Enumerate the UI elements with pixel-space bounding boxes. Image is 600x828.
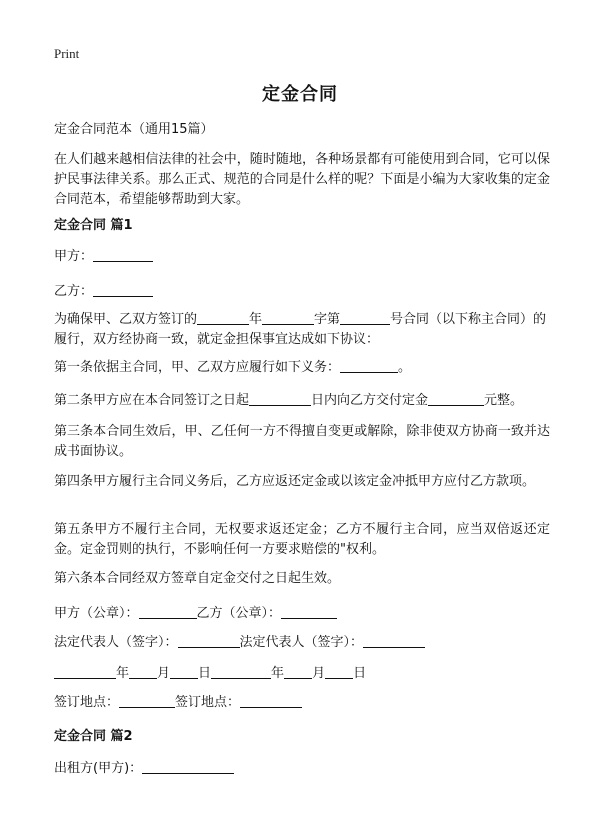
date-b-day: 日 bbox=[353, 666, 367, 681]
date-a-day-blank[interactable] bbox=[170, 664, 198, 679]
deposit-amount-blank[interactable] bbox=[428, 391, 484, 406]
date-b-month-blank[interactable] bbox=[284, 664, 312, 679]
rep-a-blank[interactable] bbox=[178, 633, 240, 648]
date-b-year: 年 bbox=[271, 666, 285, 681]
lessor-label: 出租方(甲方)： bbox=[54, 761, 143, 776]
date-a-year: 年 bbox=[116, 666, 130, 681]
place-b-label: 签订地点： bbox=[175, 695, 241, 710]
contract-date-blank[interactable] bbox=[197, 310, 249, 325]
obligation-blank[interactable] bbox=[340, 358, 398, 373]
place-a-blank[interactable] bbox=[119, 693, 175, 708]
print-link[interactable]: Print bbox=[54, 46, 80, 61]
paragraph-purpose bbox=[54, 310, 550, 350]
place-b-blank[interactable] bbox=[240, 693, 302, 708]
section2-heading: 定金合同 篇2 bbox=[54, 729, 133, 744]
place-a-label: 签订地点： bbox=[54, 695, 120, 710]
purpose-text-a: 为确保甲、乙双方签订的 bbox=[54, 312, 198, 327]
article-6: 第六条本合同经双方签章自定金交付之日起生效。 bbox=[54, 571, 341, 586]
date-b-month: 月 bbox=[312, 666, 326, 681]
article-1-text: 第一条依据主合同，甲、乙双方应履行如下义务： bbox=[54, 360, 341, 375]
contract-year-blank[interactable] bbox=[262, 310, 314, 325]
section1-heading: 定金合同 篇1 bbox=[54, 218, 133, 233]
article-5: 第五条甲方不履行主合同，无权要求返还定金；乙方不履行主合同，应当双倍返还定金。定金罚则的执行，不影响任何一方要求赔偿的"权利。 bbox=[54, 522, 550, 557]
date-line bbox=[54, 664, 550, 684]
date-a-month-blank[interactable] bbox=[129, 664, 157, 679]
party-b-line bbox=[54, 282, 550, 302]
rep-b-blank[interactable] bbox=[363, 633, 425, 648]
party-b-label: 乙方： bbox=[54, 284, 94, 299]
article-1-end: 。 bbox=[398, 360, 412, 375]
party-b-blank[interactable] bbox=[93, 282, 153, 297]
party-a-label: 甲方： bbox=[54, 249, 94, 264]
seal-a-label: 甲方（公章）： bbox=[54, 606, 139, 621]
seal-b-label: 乙方（公章）： bbox=[196, 606, 282, 621]
days-blank[interactable] bbox=[249, 391, 311, 406]
article-2-text-c: 元整。 bbox=[484, 393, 524, 408]
article-2 bbox=[54, 391, 550, 411]
seal-a-blank[interactable] bbox=[139, 604, 197, 619]
representative-line bbox=[54, 633, 550, 653]
purpose-text-d: 号合同（以下称主合同）的履行，双方经协商一致，就定金担保事宜达成如下协议： bbox=[54, 312, 547, 347]
purpose-text-b: 年 bbox=[249, 312, 263, 327]
article-2-text-a: 第二条甲方应在本合同签订之日起 bbox=[54, 393, 250, 408]
party-a-line bbox=[54, 247, 550, 267]
lessor-line bbox=[54, 759, 550, 779]
place-line bbox=[54, 693, 550, 713]
seal-line bbox=[54, 604, 550, 624]
article-1 bbox=[54, 358, 550, 378]
party-a-blank[interactable] bbox=[93, 247, 153, 262]
article-3: 第三条本合同生效后，甲、乙任何一方不得擅自变更或解除，除非使双方协商一致并达成书面协议。 bbox=[54, 424, 550, 459]
contract-number-blank[interactable] bbox=[340, 310, 390, 325]
date-a-year-blank[interactable] bbox=[54, 664, 116, 679]
document-title: 定金合同 bbox=[262, 84, 338, 105]
rep-a-label: 法定代表人（签字）： bbox=[54, 635, 178, 650]
rep-b-label: 法定代表人（签字）： bbox=[239, 635, 364, 650]
seal-b-blank[interactable] bbox=[281, 604, 337, 619]
date-b-year-blank[interactable] bbox=[211, 664, 271, 679]
purpose-text-c: 字第 bbox=[314, 312, 341, 327]
article-4: 第四条甲方履行主合同义务后，乙方应返还定金或以该定金冲抵甲方应付乙方款项。 bbox=[54, 474, 536, 489]
date-a-month: 月 bbox=[157, 666, 171, 681]
document-subtitle: 定金合同范本（通用15篇） bbox=[54, 122, 214, 137]
article-2-text-b: 日内向乙方交付定金 bbox=[311, 393, 429, 408]
intro-paragraph: 在人们越来越相信法律的社会中，随时随地，各种场景都有可能使用到合同，它可以保护民事法律关系。那么正式、规范的合同是什么样的呢？下面是小编为大家收集的定金合同范本，希望能够帮助到大家。 bbox=[54, 152, 550, 207]
lessor-blank[interactable] bbox=[142, 759, 234, 774]
date-b-day-blank[interactable] bbox=[325, 664, 353, 679]
date-a-day: 日 bbox=[198, 666, 212, 681]
